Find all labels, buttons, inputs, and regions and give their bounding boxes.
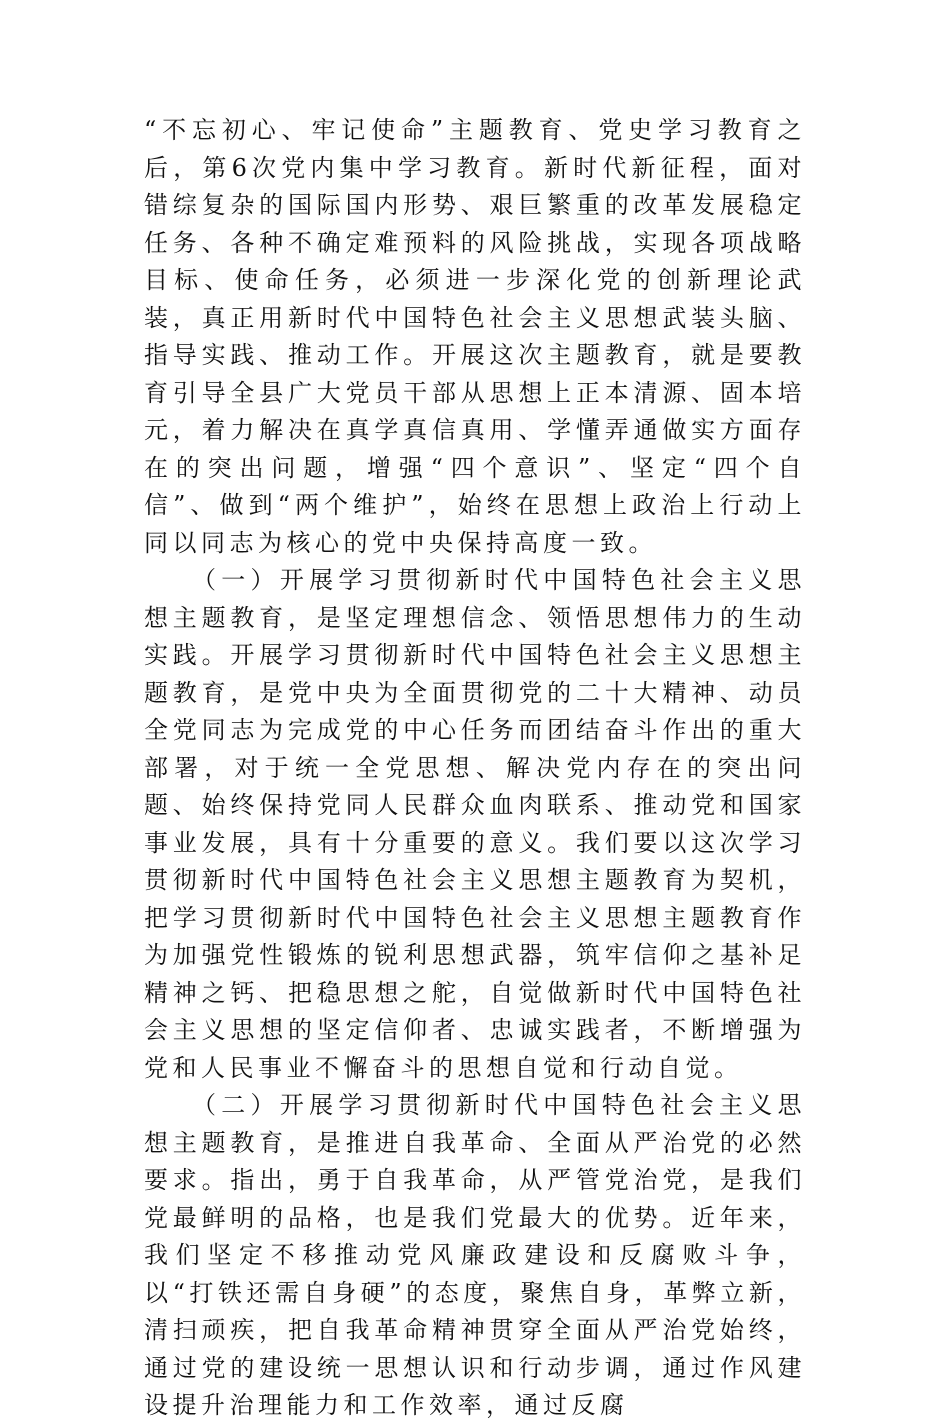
paragraph-intro-continuation: “不忘初心、牢记使命”主题教育、党史学习教育之后，第6次党内集中学习教育。新时代新征程，面对错综复杂的国际国内形势、艰巨繁重的改革发展稳定任务、各种不确定难预料的风险挑战，实现各项战略目标、使命任务，必须进一步深化党的创新理论武装，真正用新时代中国特色社会主义思想武装头脑、指导实践、推动工作。开展这次主题教育，就是要教育引导全县广大党员干部从思想上正本清源、固本培元，着力解决在真学真信真用、学懂弄通做实方面存在的突出问题，增强“四个意识”、坚定“四个自信”、做到“两个维护”，始终在思想上政治上行动上同以同志为核心的党中央保持高度一致。	[144, 116, 806, 557]
paragraph-section-one: （一）开展学习贯彻新时代中国特色社会主义思想主题教育，是坚定理想信念、领悟思想伟力的生动实践。开展学习贯彻新时代中国特色社会主义思想主题教育，是党中央为全面贯彻党的二十大精神、动员全党同志为完成党的中心任务而团结奋斗作出的重大部署，对于统一全党思想、解决党内存在的突出问题、始终保持党同人民群众血肉联系、推动党和国家事业发展，具有十分重要的意义。我们要以这次学习贯彻新时代中国特色社会主义思想主题教育为契机，把学习贯彻新时代中国特色社会主义思想主题教育作为加强党性锻炼的锐利思想武器，筑牢信仰之基补足精神之钙、把稳思想之舵，自觉做新时代中国特色社会主义思想的坚定信仰者、忠诚实践者，不断增强为党和人民事业不懈奋斗的思想自觉和行动自觉。	[144, 566, 806, 1082]
paragraph-section-two: （二）开展学习贯彻新时代中国特色社会主义思想主题教育，是推进自我革命、全面从严治党的必然要求。指出，勇于自我革命，从严管党治党，是我们党最鲜明的品格，也是我们党最大的优势。近年来，我们坚定不移推动党风廉政建设和反腐败斗争，以“打铁还需自身硬”的态度，聚焦自身，革弊立新，清扫顽疾，把自我革命精神贯穿全面从严治党始终，通过党的建设统一思想认识和行动步调，通过作风建设提升治理能力和工作效率，通过反腐	[144, 1091, 806, 1419]
document-body	[144, 112, 806, 1425]
